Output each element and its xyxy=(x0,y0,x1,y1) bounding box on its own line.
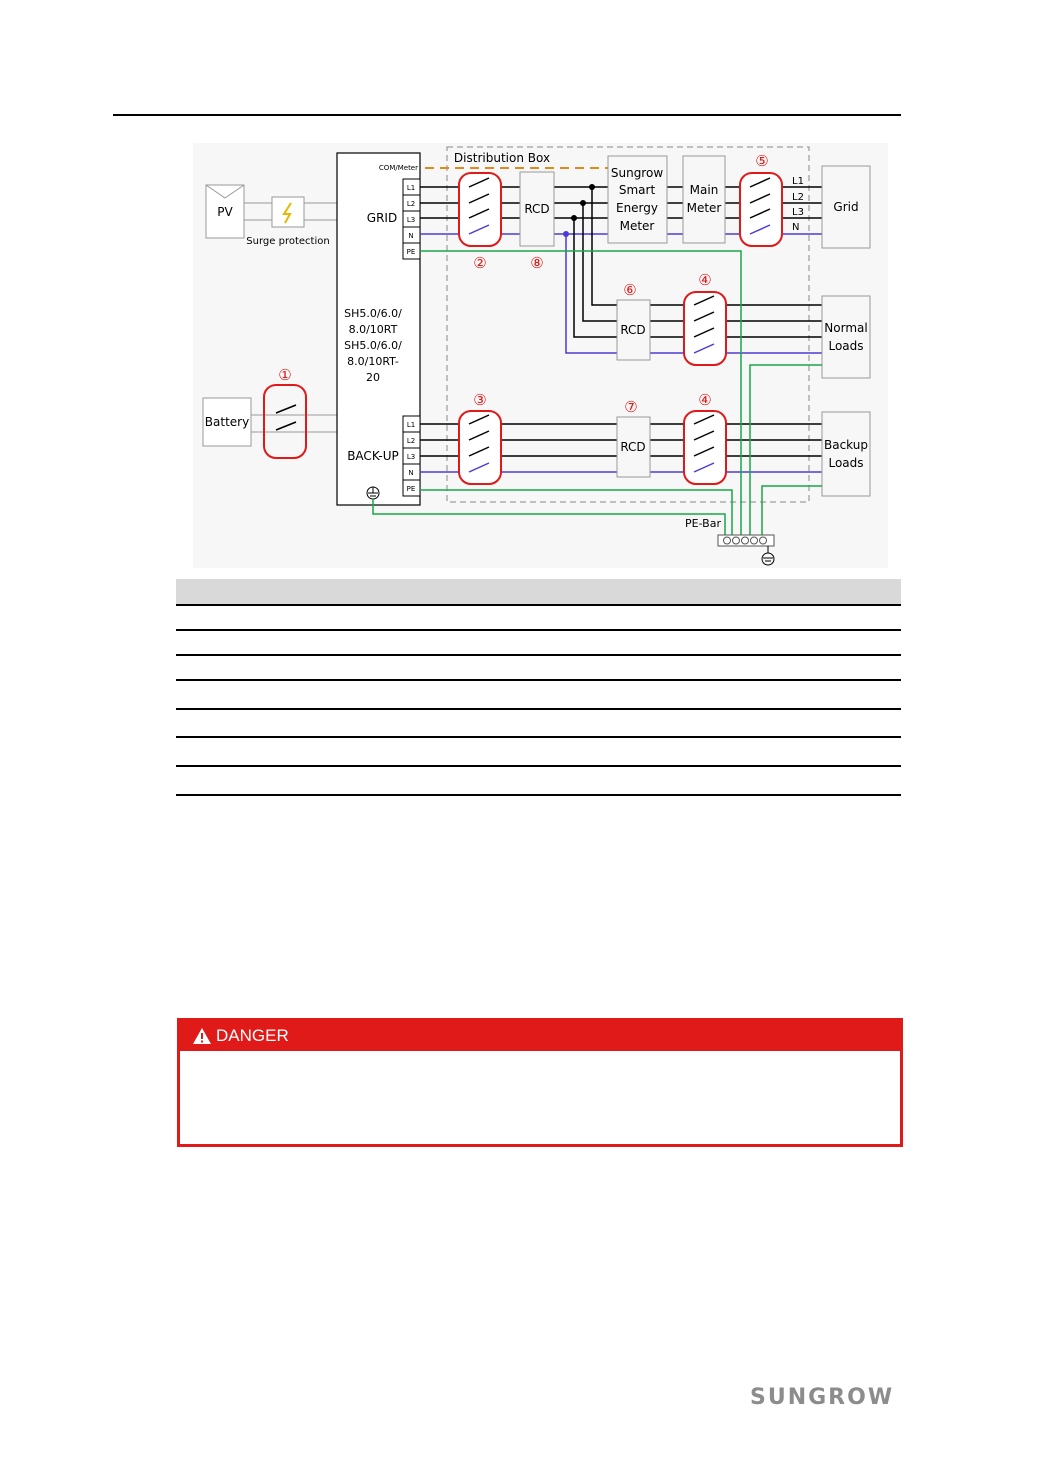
table-row xyxy=(176,738,901,767)
svg-text:8.0/10RT: 8.0/10RT xyxy=(348,323,398,336)
marker-5: ⑤ xyxy=(755,152,769,170)
svg-text:L3: L3 xyxy=(406,216,416,224)
svg-text:Main: Main xyxy=(689,183,719,197)
marker-3: ③ xyxy=(473,391,487,409)
rcd-8-label: RCD xyxy=(524,202,550,216)
table-row xyxy=(176,631,901,656)
svg-text:L1: L1 xyxy=(406,184,416,192)
danger-notice xyxy=(177,1018,903,1147)
wiring-diagram xyxy=(0,0,1043,575)
breaker-4a-outline xyxy=(684,292,726,365)
rcd-6-label: RCD xyxy=(620,323,646,337)
svg-text:N: N xyxy=(792,222,800,233)
surge-label: Surge protection xyxy=(246,236,330,247)
marker-4a: ④ xyxy=(698,271,712,289)
svg-text:L1: L1 xyxy=(406,421,416,429)
pv-label: PV xyxy=(217,205,233,219)
main-meter-box xyxy=(683,156,725,243)
marker-4b: ④ xyxy=(698,391,712,409)
backup-port-label: BACK-UP xyxy=(347,449,399,463)
danger-header xyxy=(180,1021,900,1051)
svg-text:PE: PE xyxy=(406,485,416,493)
svg-text:Meter: Meter xyxy=(686,201,722,215)
svg-text:Loads: Loads xyxy=(828,339,864,353)
svg-text:Meter: Meter xyxy=(619,219,655,233)
svg-text:L1: L1 xyxy=(792,176,804,187)
table-row xyxy=(176,656,901,681)
normal-loads-box xyxy=(822,296,870,378)
svg-text:Sungrow: Sungrow xyxy=(610,166,664,180)
rcd-7-label: RCD xyxy=(620,440,646,454)
backup-loads-box xyxy=(822,412,870,496)
marker-6: ⑥ xyxy=(623,281,637,299)
svg-text:SH5.0/6.0/: SH5.0/6.0/ xyxy=(344,307,402,320)
danger-title: DANGER xyxy=(216,1026,289,1045)
table-header xyxy=(176,579,901,606)
svg-text:L3: L3 xyxy=(792,207,804,218)
grid-label: Grid xyxy=(833,200,859,214)
component-table xyxy=(176,579,901,796)
svg-text:Backup: Backup xyxy=(824,438,868,452)
table-row xyxy=(176,767,901,796)
svg-text:L2: L2 xyxy=(406,437,416,445)
pe-bar-label: PE-Bar xyxy=(685,517,721,530)
warning-triangle-icon xyxy=(192,1027,212,1045)
marker-8: ⑧ xyxy=(530,254,544,272)
com-meter-label: COM/Meter xyxy=(378,164,418,172)
distribution-box-label: Distribution Box xyxy=(453,151,551,165)
svg-text:Normal: Normal xyxy=(824,321,868,335)
marker-7: ⑦ xyxy=(624,398,638,416)
marker-1: ① xyxy=(278,366,292,384)
sungrow-logo: SUNGROW xyxy=(750,1385,895,1410)
svg-text:N: N xyxy=(408,232,414,240)
svg-text:20: 20 xyxy=(366,371,380,384)
svg-text:8.0/10RT-: 8.0/10RT- xyxy=(347,355,399,368)
table-row xyxy=(176,681,901,710)
svg-text:N: N xyxy=(408,469,414,477)
svg-text:L2: L2 xyxy=(406,200,416,208)
svg-text:L3: L3 xyxy=(406,453,416,461)
svg-text:Loads: Loads xyxy=(828,456,864,470)
marker-2: ② xyxy=(473,254,487,272)
table-row xyxy=(176,710,901,738)
breaker-3-outline xyxy=(459,411,501,484)
battery-label: Battery xyxy=(204,415,250,429)
breaker-5-outline xyxy=(740,173,782,246)
breaker-2-outline xyxy=(459,173,501,246)
breaker-4b-outline xyxy=(684,411,726,484)
grid-port-label: GRID xyxy=(366,211,398,225)
svg-text:Smart: Smart xyxy=(618,183,656,197)
table-row xyxy=(176,606,901,631)
svg-text:L2: L2 xyxy=(792,192,804,203)
svg-text:PE: PE xyxy=(406,248,416,256)
surge-box xyxy=(272,197,304,227)
svg-text:Energy: Energy xyxy=(615,201,659,215)
svg-text:SH5.0/6.0/: SH5.0/6.0/ xyxy=(344,339,402,352)
